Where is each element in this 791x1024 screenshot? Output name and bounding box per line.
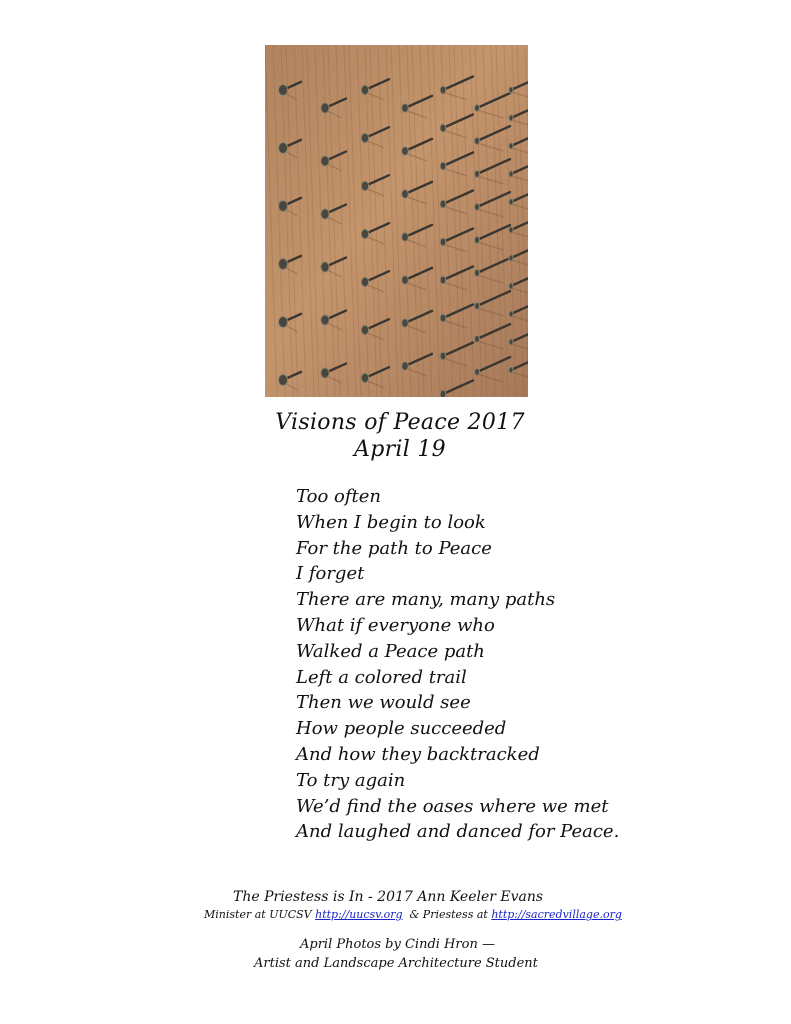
poem-line: We’d find the oases where we met	[296, 795, 609, 817]
poem-line: What if everyone who	[296, 614, 495, 636]
nails-in-wood-photo	[265, 45, 528, 397]
poem-line: Too often	[296, 486, 381, 507]
poem-line: Then we would see	[296, 692, 471, 714]
poem-line: There are many, many paths	[296, 589, 556, 611]
poem-line: Walked a Peace path	[296, 640, 485, 662]
priestess-text: & Priestess at	[402, 908, 492, 921]
poem-line: And how they backtracked	[296, 743, 540, 765]
poem-line: For the path to Peace	[296, 537, 492, 559]
photo-credit: April Photos by Cindi Hron —	[300, 937, 495, 952]
minister-line	[204, 908, 622, 921]
poem-line: To try again	[296, 769, 406, 791]
poem-line: I forget	[296, 563, 365, 585]
poem-line: How people succeeded	[296, 718, 507, 740]
poem-date: April 19	[354, 437, 446, 462]
sacredvillage-link[interactable]: http://sacredvillage.org	[491, 908, 622, 921]
poem-body	[296, 484, 619, 845]
poem-line: Left a colored trail	[296, 666, 467, 688]
poem-line: And laughed and danced for Peace.	[296, 821, 620, 843]
minister-prefix: Minister at UUCSV	[204, 908, 316, 921]
photographer-description: Artist and Landscape Architecture Student	[254, 956, 538, 971]
author-credit: The Priestess is In - 2017 Ann Keeler Evans	[233, 889, 544, 905]
uucsv-link[interactable]: http://uucsv.org	[315, 908, 403, 921]
poem-title: Visions of Peace 2017	[275, 410, 525, 435]
poem-line: When I begin to look	[296, 511, 486, 533]
